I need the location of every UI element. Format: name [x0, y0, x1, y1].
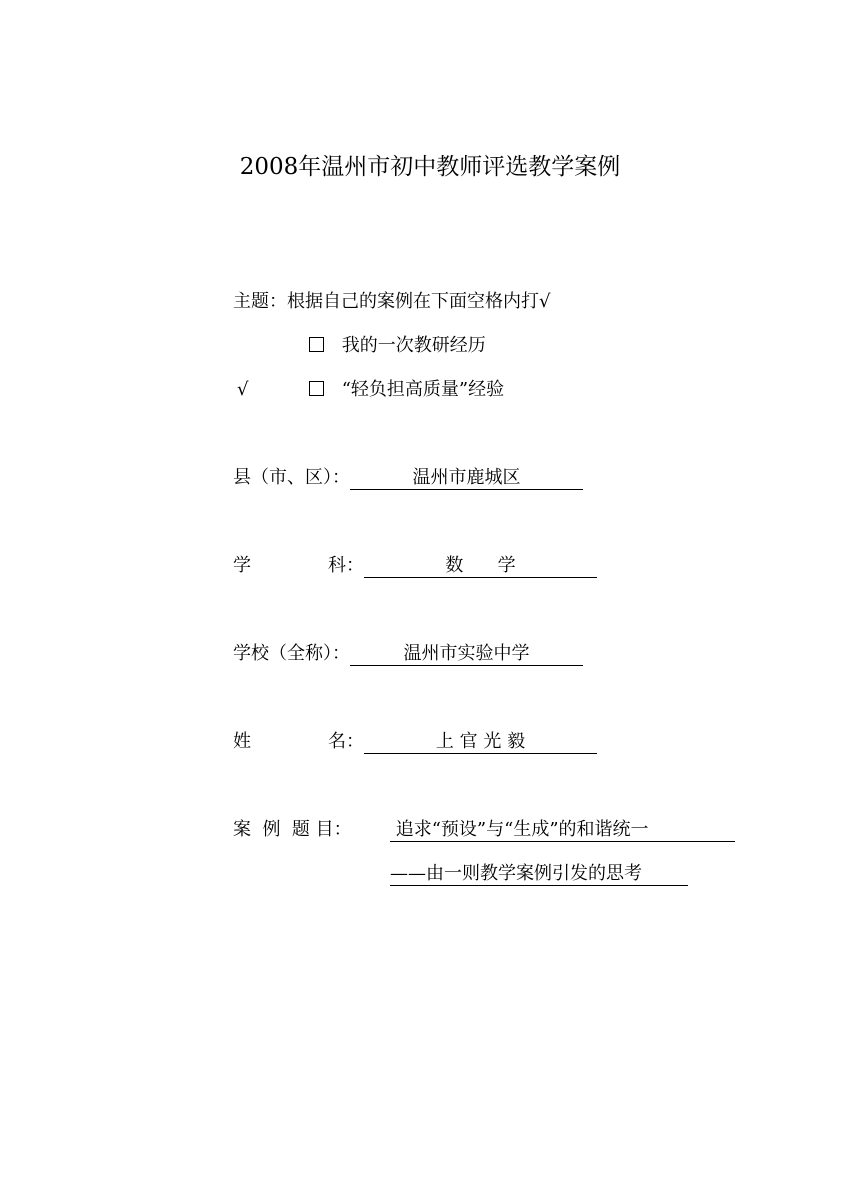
option-2-row — [309, 378, 504, 402]
theme-label: 主题：根据自己的案例在下面空格内打√ — [233, 291, 551, 312]
subject-label-2: 科： — [328, 555, 364, 576]
subject-row — [328, 554, 597, 578]
case-title-line-2-wrap — [390, 862, 688, 886]
county-label: 县（市、区）： — [233, 467, 350, 488]
document-title: 2008年温州市初中教师评选教学案例 — [239, 154, 621, 180]
subject-label-1: 学 — [233, 555, 251, 576]
case-title-line-1-wrap — [390, 818, 735, 842]
school-label: 学校（全称）： — [233, 643, 350, 664]
case-title-line-2: ——由一则教学案例引发的思考 — [390, 863, 688, 886]
option-1-checkbox[interactable] — [309, 337, 324, 352]
county-row — [233, 466, 583, 490]
name-value: 上 官 光 毅 — [364, 731, 597, 754]
case-title-line-1: 追求“预设”与“生成”的和谐统一 — [390, 819, 735, 842]
case-title-label: 案 例 题 目： — [233, 819, 352, 840]
option-1-row — [309, 334, 486, 358]
county-value: 温州市鹿城区 — [350, 467, 583, 490]
name-label-2: 名： — [328, 731, 364, 752]
option-2-label: “轻负担高质量”经验 — [341, 379, 505, 400]
option-2-check-mark: √ — [237, 379, 249, 400]
name-label-1: 姓 — [233, 731, 251, 752]
option-1-label: 我的一次教研经历 — [341, 335, 486, 356]
subject-value: 数 学 — [364, 555, 597, 578]
school-value: 温州市实验中学 — [350, 643, 583, 666]
option-2-checkbox[interactable] — [309, 381, 324, 396]
school-row — [233, 642, 583, 666]
name-row — [328, 730, 597, 754]
